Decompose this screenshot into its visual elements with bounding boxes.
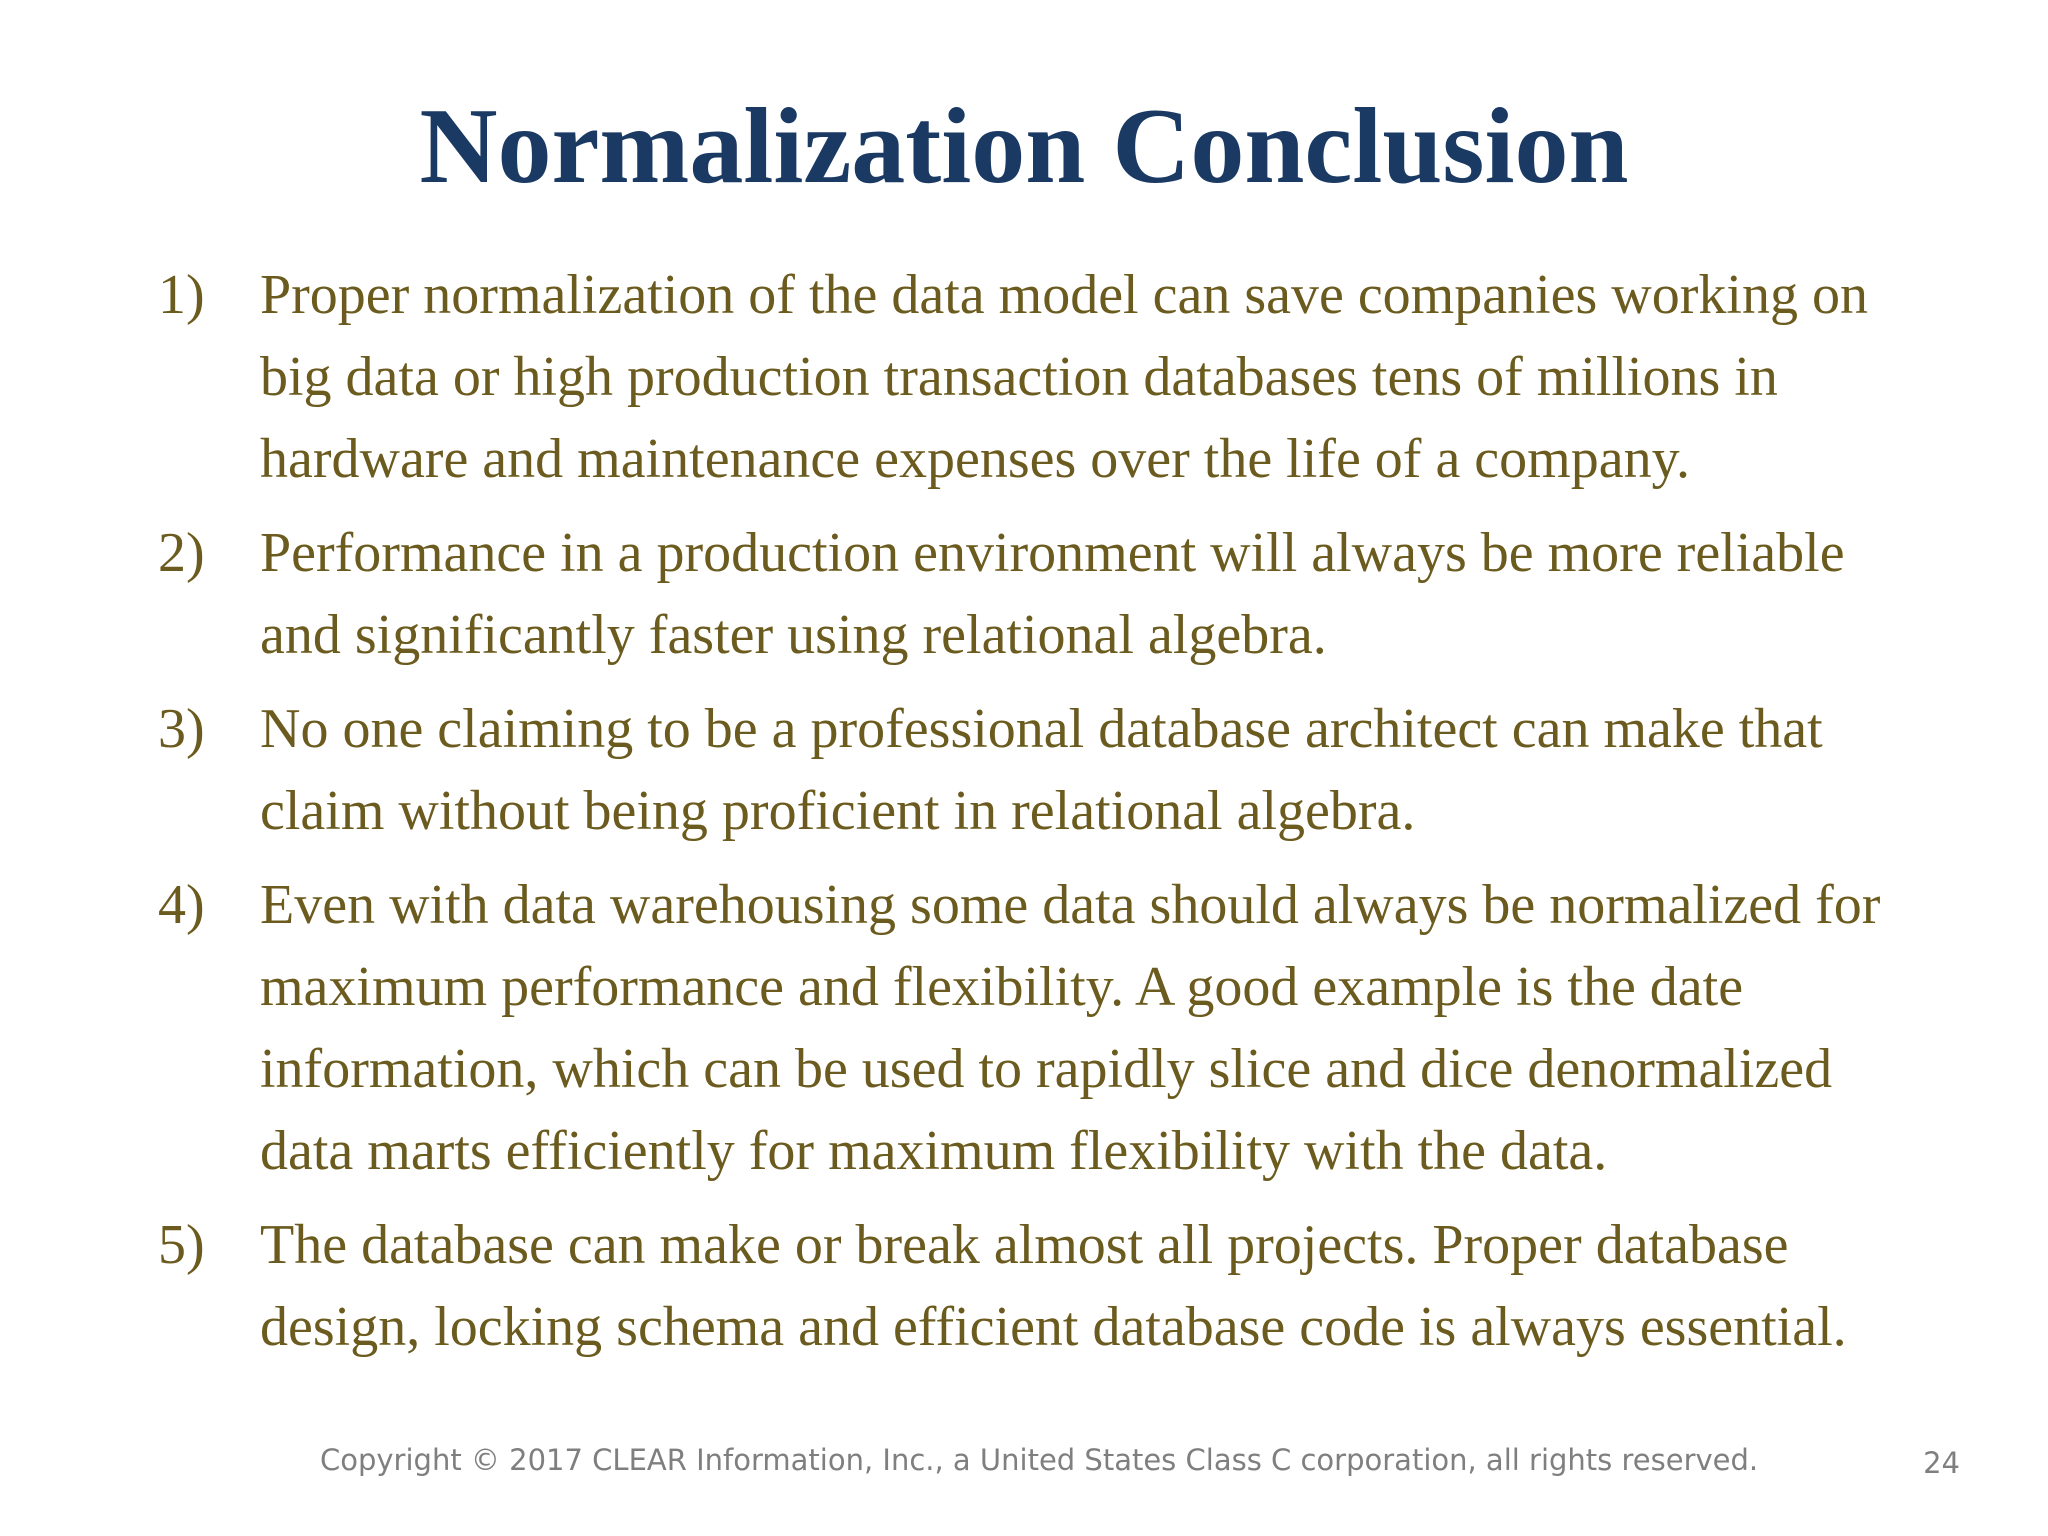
- list-item: [158, 864, 1918, 1192]
- list-item: [158, 688, 1918, 852]
- list-item-text: Proper normalization of the data model can save companies working on big data or high production transaction databases tens of millions in hardware and maintenance expenses over the life of a company.: [260, 264, 1868, 490]
- list-item: [158, 512, 1918, 676]
- list-item: [158, 254, 1918, 500]
- list-item-text: The database can make or break almost all projects. Proper database design, locking schema and efficient database code is always essential.: [260, 1214, 1847, 1358]
- list-item-number: 2): [158, 522, 205, 584]
- list-item-text: Even with data warehousing some data should always be normalized for maximum performance and flexibility. A good example is the date information, which can be used to rapidly slice and dice denormalized data marts efficiently for maximum flexibility with the data.: [260, 874, 1881, 1182]
- page-number: 24: [1923, 1446, 1960, 1480]
- list-item-number: 1): [158, 264, 205, 326]
- list-item-number: 3): [158, 698, 205, 760]
- list-item-number: 5): [158, 1214, 205, 1276]
- list-item: [158, 1204, 1918, 1368]
- footer-copyright: Copyright © 2017 CLEAR Information, Inc., a United States Class C corporation, all rights reserved.: [320, 1443, 1759, 1477]
- bullet-list: [158, 254, 1918, 1380]
- list-item-number: 4): [158, 874, 205, 936]
- list-item-text: No one claiming to be a professional database architect can make that claim without being proficient in relational algebra.: [260, 698, 1823, 842]
- list-item-text: Performance in a production environment will always be more reliable and significantly faster using relational algebra.: [260, 522, 1845, 666]
- page-title: Normalization Conclusion: [419, 87, 1629, 206]
